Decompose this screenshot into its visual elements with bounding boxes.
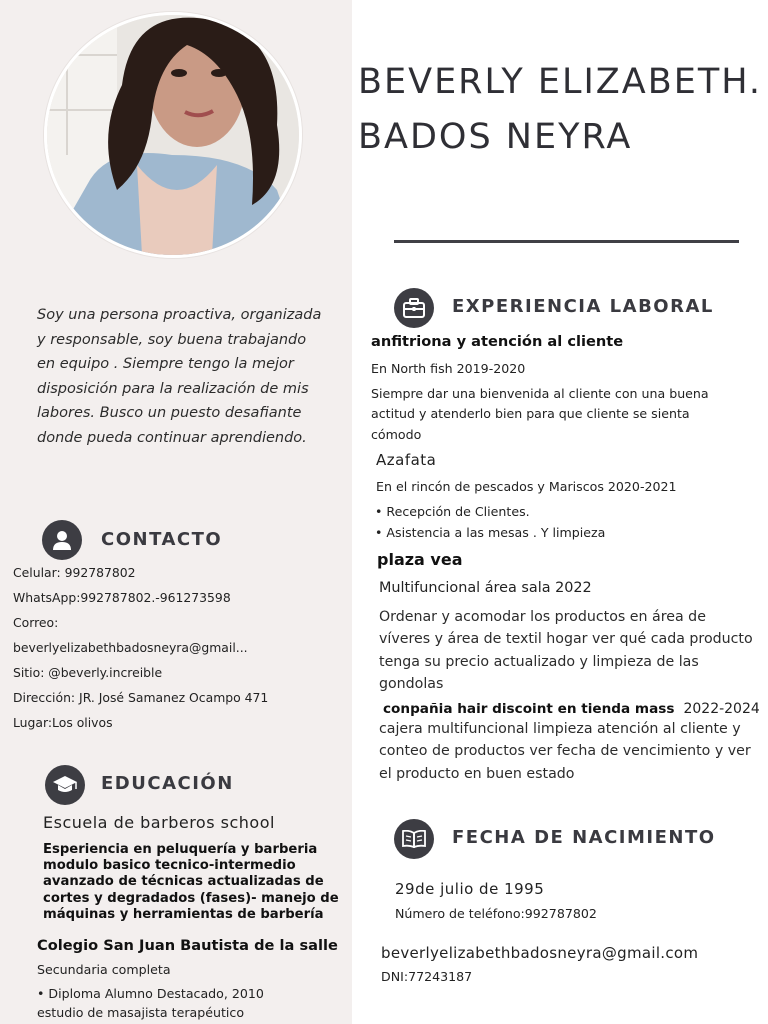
education-school-2-sub: Secundaria completa xyxy=(37,962,171,977)
job-3-description: Ordenar y acomodar los productos en área de víveres y área de textil hogar ver qué cada producto tenga su precio actualizado y limpieza de las gondolas xyxy=(379,609,753,693)
job-2-item-2: • Asistencia a las mesas . Y limpieza xyxy=(375,525,606,540)
birth-email[interactable]: beverlyelizabethbadosneyra@gmail.com xyxy=(381,944,699,962)
job-1-place: En North fish 2019-2020 xyxy=(371,361,526,376)
job-2-place: En el rincón de pescados y Mariscos 2020-2021 xyxy=(376,479,677,494)
name-line-2: BADOS NEYRA xyxy=(358,117,633,157)
job-4-years: 2022-2024 xyxy=(683,701,760,717)
birth-icon-circle xyxy=(394,819,434,859)
experience-icon-circle xyxy=(394,288,434,328)
birth-phone: Número de teléfono:992787802 xyxy=(395,906,597,921)
job-3-title: plaza vea xyxy=(377,550,463,569)
education-school-2-item-1: • Diploma Alumno Destacado, 2010 xyxy=(37,986,264,1001)
contact-celular: Celular: 992787802 xyxy=(13,565,136,580)
profile-photo xyxy=(44,12,302,258)
name-line-1: BEVERLY ELIZABETH. xyxy=(358,62,763,102)
job-2-item-1: • Recepción de Clientes. xyxy=(375,504,530,519)
contact-lugar: Lugar:Los olivos xyxy=(13,715,113,730)
education-icon-circle xyxy=(45,765,85,805)
contact-title: CONTACTO xyxy=(101,529,223,550)
job-1-description: Siempre dar una bienvenida al cliente con una buena actitud y atenderlo bien para que cliente se sienta cómodo xyxy=(371,386,709,442)
person-icon xyxy=(51,529,73,551)
contact-sitio[interactable]: Sitio: @beverly.increible xyxy=(13,665,163,680)
contact-person-icon xyxy=(42,520,82,560)
job-1-title: anfitriona y atención al cliente xyxy=(371,333,624,350)
contact-whatsapp: WhatsApp:992787802.-961273598 xyxy=(13,590,231,605)
contact-direccion: Dirección: JR. José Samanez Ocampo 471 xyxy=(13,690,269,705)
profile-photo-art xyxy=(47,15,299,255)
birth-title: FECHA DE NACIMIENTO xyxy=(452,827,716,848)
graduation-cap-icon xyxy=(52,774,78,796)
education-school-2-item-2: estudio de masajista terapéutico xyxy=(37,1005,245,1020)
education-school-2: Colegio San Juan Bautista de la salle xyxy=(37,937,338,954)
open-book-icon xyxy=(402,830,426,848)
contact-correo-label: Correo: xyxy=(13,615,59,630)
briefcase-icon xyxy=(403,298,425,318)
contact-email[interactable]: beverlyelizabethbadosneyra@gmail... xyxy=(13,640,248,655)
name-divider xyxy=(394,240,739,243)
birth-dni: DNI:77243187 xyxy=(381,969,473,984)
job-3-place: Multifuncional área sala 2022 xyxy=(379,580,592,596)
job-2-title: Azafata xyxy=(376,451,437,469)
education-school-1: Escuela de barberos school xyxy=(43,813,275,832)
job-4-company: conpañia hair discoint en tienda mass xyxy=(383,701,675,717)
job-4-header xyxy=(383,698,760,717)
profile-summary: Soy una persona proactiva, organizada y responsable, soy buena trabajando en equipo . Siempre tengo la mejor disposición para la realización de mis labores. Busco un puesto desafiante donde pueda continuar aprendiendo. xyxy=(37,307,322,446)
experience-title: EXPERIENCIA LABORAL xyxy=(452,296,714,317)
job-4-description: cajera multifuncional limpieza atención al cliente y conteo de productos ver fecha de vencimiento y ver el producto en buen estado xyxy=(379,721,751,782)
birth-date: 29de julio de 1995 xyxy=(395,880,545,898)
education-title: EDUCACIÓN xyxy=(101,773,234,794)
education-school-1-desc: Esperiencia en peluquería y barberia modulo basico tecnico-intermedio avanzado de técnicas actualizadas de cortes y degradados (fases)- manejo de máquinas y herramientas de barbería xyxy=(43,842,339,922)
